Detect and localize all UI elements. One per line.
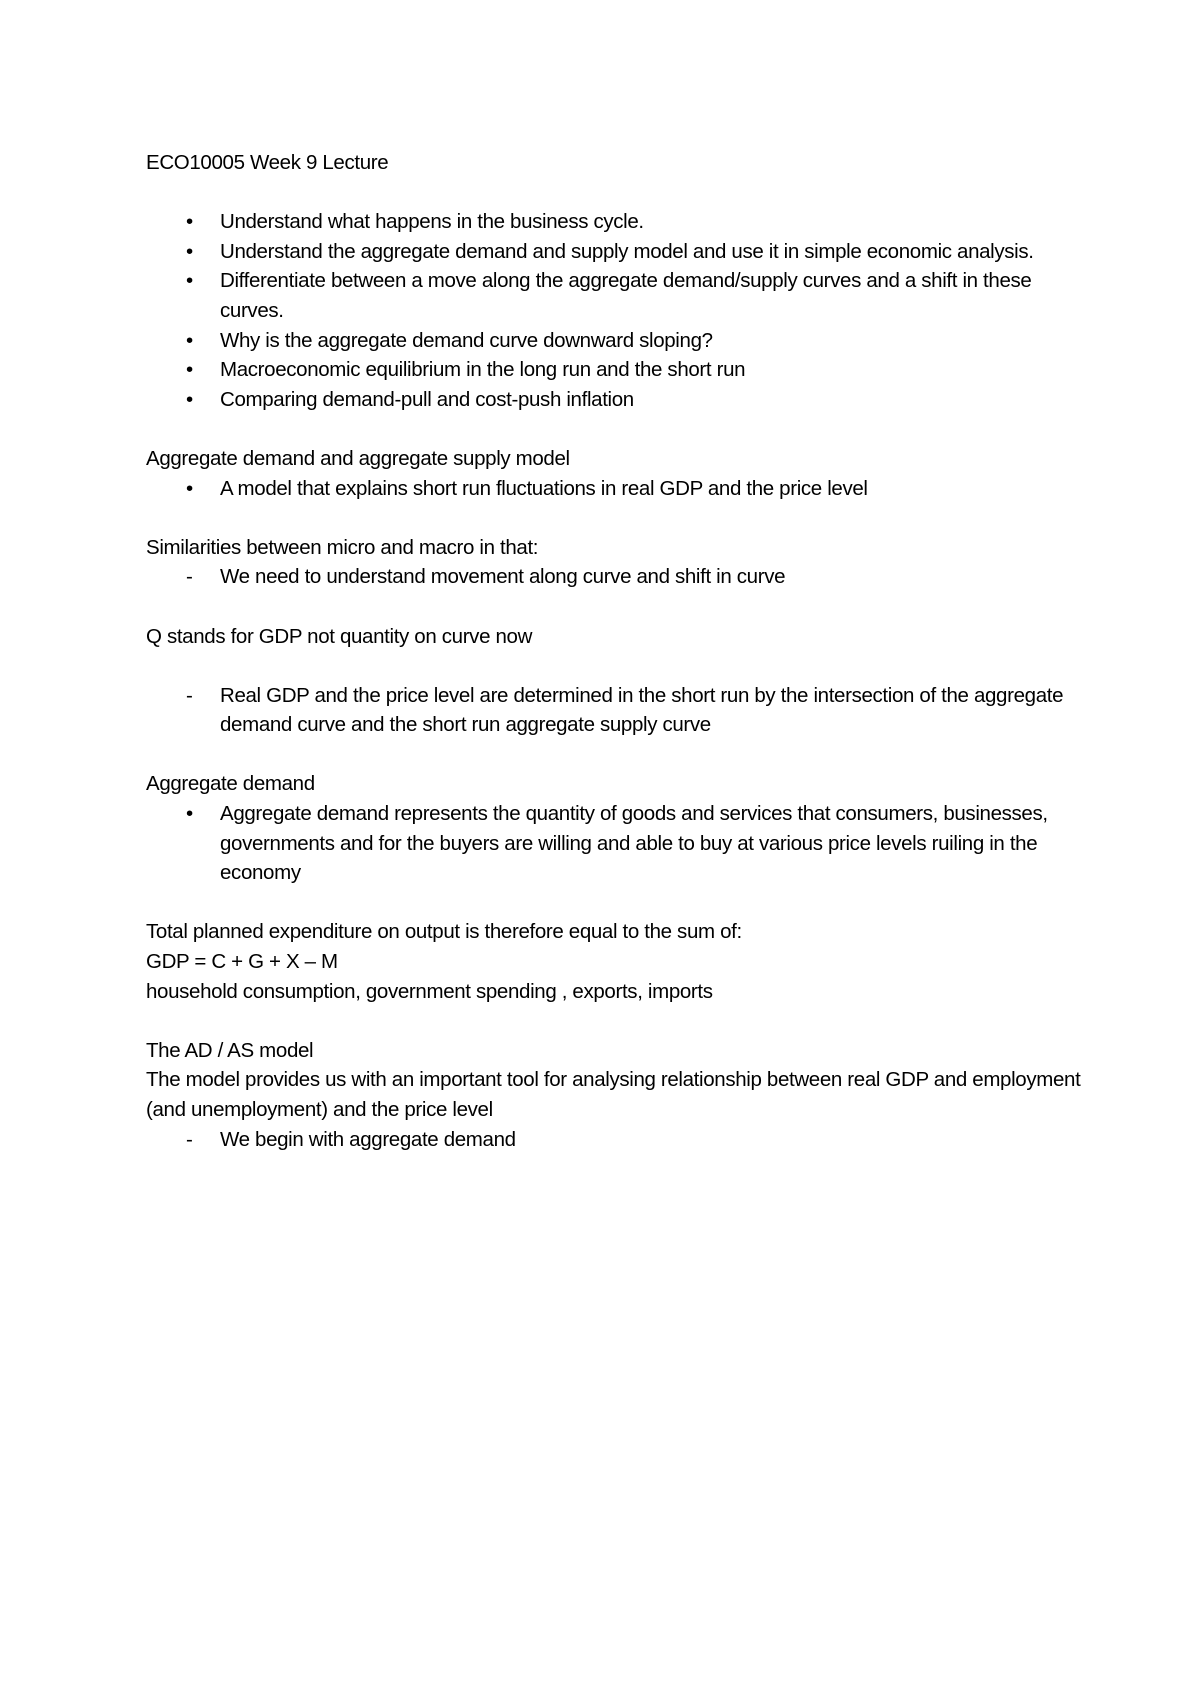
spacer	[146, 888, 1086, 918]
similarities-list	[146, 562, 1086, 592]
list-item	[146, 385, 1086, 415]
document-body	[146, 148, 1086, 1154]
dash-icon: -	[186, 683, 193, 707]
list-item-text: Aggregate demand represents the quantity of goods and services that consumers, businesses, governments and for the buyers are willing and able to buy at various price levels ruiling in the economy	[220, 802, 1048, 885]
list-item	[146, 1125, 1086, 1155]
note-text: Q stands for GDP not quantity on curve now	[146, 624, 533, 648]
model-list	[146, 1125, 1086, 1155]
spacer	[146, 414, 1086, 444]
ad-list	[146, 799, 1086, 888]
list-item-text: Real GDP and the price level are determined in the short run by the intersection of the aggregate demand curve and the short run aggregate supply curve	[220, 683, 1064, 737]
list-item	[146, 799, 1086, 888]
list-item	[146, 326, 1086, 356]
section-heading: Aggregate demand and aggregate supply model	[146, 446, 570, 470]
list-item	[146, 266, 1086, 325]
list-item	[146, 355, 1086, 385]
bullet-icon: •	[186, 476, 193, 500]
gdp-formula: GDP = C + G + X – M	[146, 950, 338, 974]
objective-text: Comparing demand-pull and cost-push inflation	[220, 387, 634, 411]
bullet-icon: •	[186, 239, 193, 263]
list-item-text: A model that explains short run fluctuations in real GDP and the price level	[220, 476, 868, 500]
expenditure-text: Total planned expenditure on output is therefore equal to the sum of:	[146, 920, 742, 944]
list-item	[146, 207, 1086, 237]
spacer	[146, 740, 1086, 770]
adas-list	[146, 474, 1086, 504]
section-heading: Aggregate demand	[146, 772, 315, 796]
list-item	[146, 562, 1086, 592]
objectives-list	[146, 207, 1086, 414]
list-item	[146, 681, 1086, 740]
bullet-icon: •	[186, 269, 193, 293]
spacer	[146, 178, 1086, 208]
list-item-text: We need to understand movement along curve and shift in curve	[220, 565, 786, 589]
model-description: The model provides us with an important tool for analysing relationship between real GDP and employment (and unemployment) and the price level	[146, 1068, 1081, 1121]
bullet-icon: •	[186, 802, 193, 826]
section-heading: The AD / AS model	[146, 1038, 314, 1062]
list-item	[146, 474, 1086, 504]
formula-components: household consumption, government spending , exports, imports	[146, 979, 713, 1003]
bullet-icon: •	[186, 210, 193, 234]
objective-text: Macroeconomic equilibrium in the long run and the short run	[220, 358, 746, 382]
bullet-icon: •	[186, 387, 193, 411]
objective-text: Understand the aggregate demand and supply model and use it in simple economic analysis.	[220, 239, 1034, 263]
list-item	[146, 237, 1086, 267]
objective-text: Differentiate between a move along the aggregate demand/supply curves and a shift in these curves.	[220, 269, 1032, 322]
determined-list	[146, 681, 1086, 740]
list-item-text: We begin with aggregate demand	[220, 1127, 516, 1151]
objective-text: Understand what happens in the business cycle.	[220, 210, 644, 234]
spacer	[146, 592, 1086, 622]
bullet-icon: •	[186, 328, 193, 352]
spacer	[146, 503, 1086, 533]
objective-text: Why is the aggregate demand curve downward sloping?	[220, 328, 713, 352]
dash-icon: -	[186, 565, 193, 589]
spacer	[146, 1006, 1086, 1036]
section-heading: Similarities between micro and macro in that:	[146, 535, 539, 559]
bullet-icon: •	[186, 358, 193, 382]
dash-icon: -	[186, 1127, 193, 1151]
document-title: ECO10005 Week 9 Lecture	[146, 151, 389, 174]
spacer	[146, 651, 1086, 681]
